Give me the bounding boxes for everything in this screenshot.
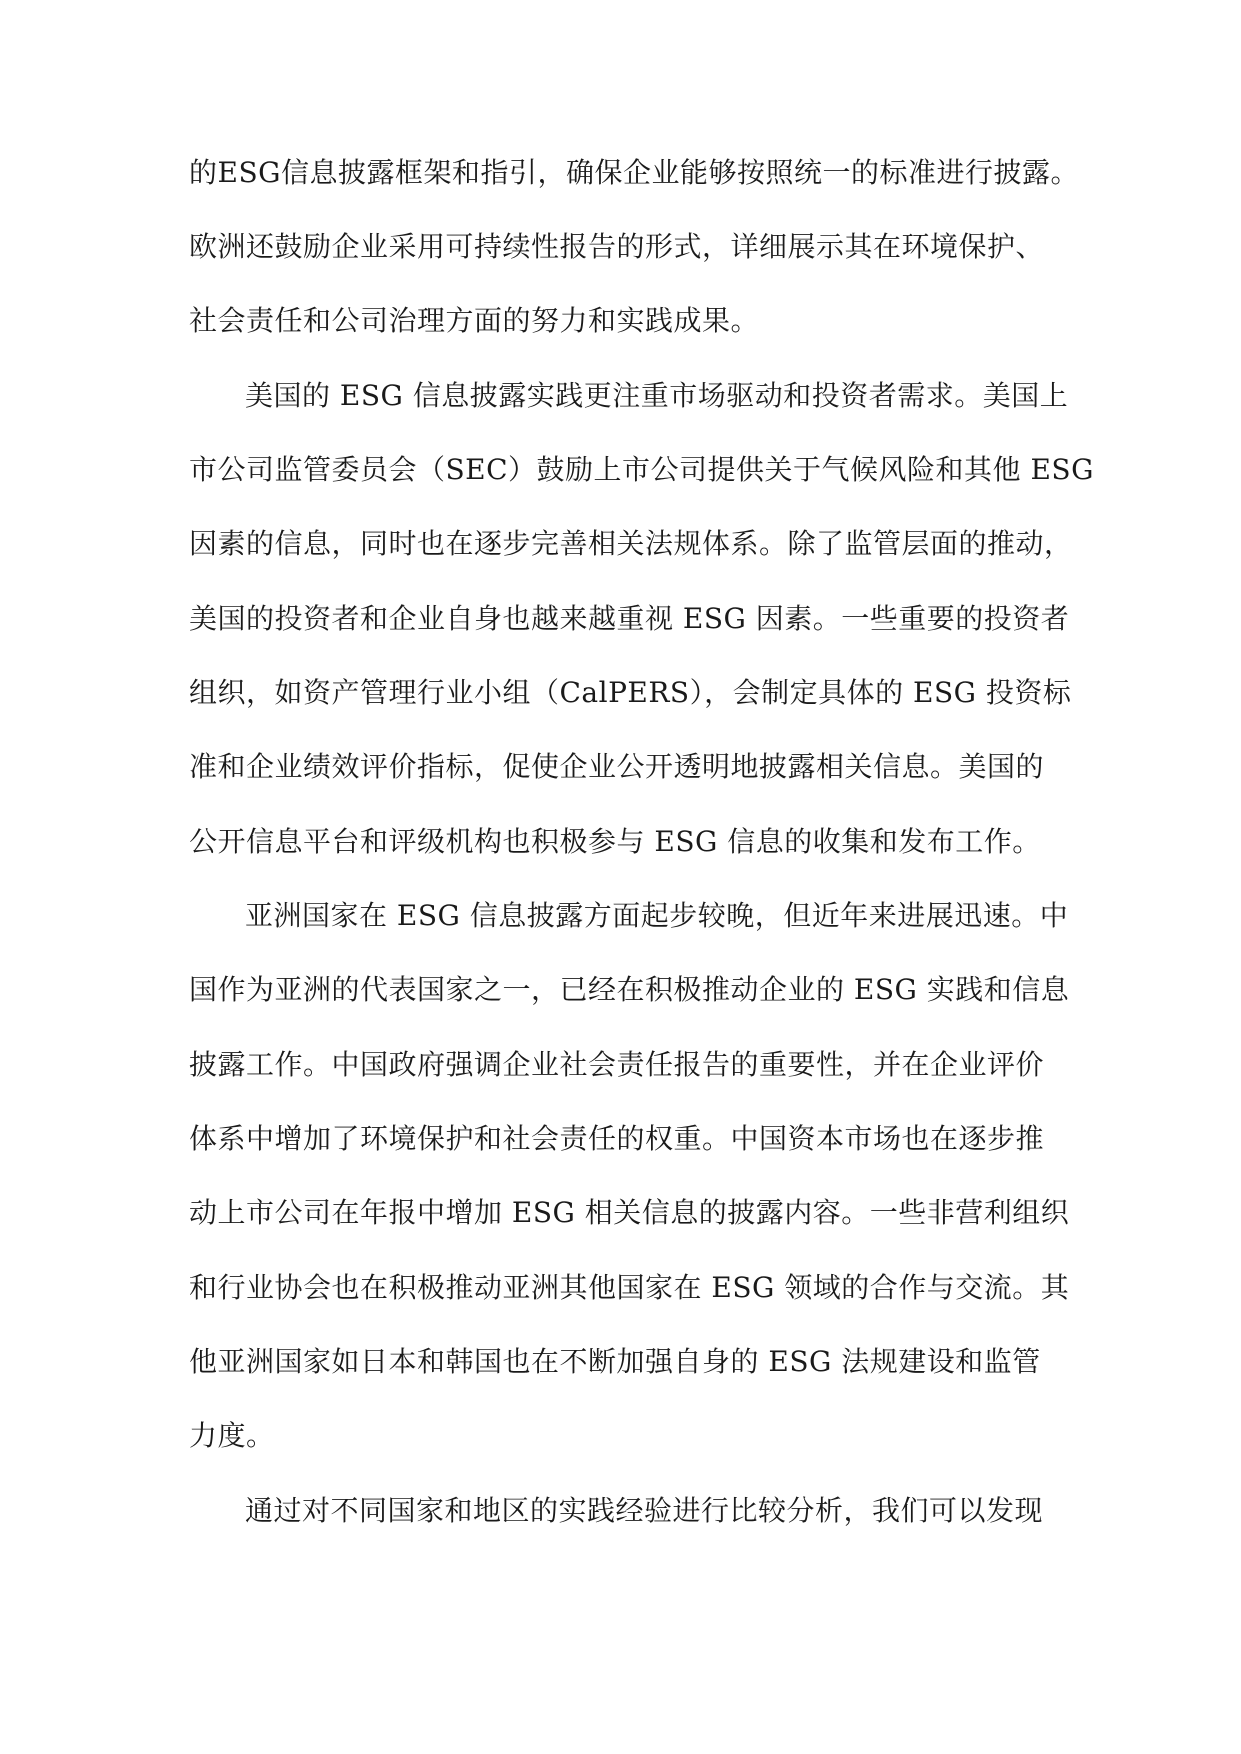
text-line: 力度。 — [189, 1419, 275, 1452]
text-line: 因素的信息，同时也在逐步完善相关法规体系。除了监管层面的推动， — [189, 527, 1073, 560]
text-line: 和行业协会也在积极推动亚洲其他国家在 ESG 领域的合作与交流。其 — [189, 1271, 1070, 1304]
text-line: 美国的 ESG 信息披露实践更注重市场驱动和投资者需求。美国上 — [245, 379, 1069, 412]
text-line: 亚洲国家在 ESG 信息披露方面起步较晚，但近年来进展迅速。中 — [245, 899, 1069, 932]
text-line: 准和企业绩效评价指标，促使企业公开透明地披露相关信息。美国的 — [189, 750, 1045, 783]
text-line: 公开信息平台和评级机构也积极参与 ESG 信息的收集和发布工作。 — [189, 825, 1041, 858]
text-line: 体系中增加了环境保护和社会责任的权重。中国资本市场也在逐步推 — [189, 1122, 1045, 1155]
text-line: 美国的投资者和企业自身也越来越重视 ESG 因素。一些重要的投资者 — [189, 602, 1070, 635]
text-line: 动上市公司在年报中增加 ESG 相关信息的披露内容。一些非营利组织 — [189, 1196, 1070, 1229]
text-line: 组织，如资产管理行业小组（CalPERS），会制定具体的 ESG 投资标 — [189, 676, 1072, 709]
text-line: 通过对不同国家和地区的实践经验进行比较分析，我们可以发现 — [245, 1494, 1044, 1527]
text-line: 他亚洲国家如日本和韩国也在不断加强自身的 ESG 法规建设和监管 — [189, 1345, 1041, 1378]
text-line: 国作为亚洲的代表国家之一，已经在积极推动企业的 ESG 实践和信息 — [189, 973, 1070, 1006]
text-line: 社会责任和公司治理方面的努力和实践成果。 — [189, 304, 760, 337]
text-line: 披露工作。中国政府强调企业社会责任报告的重要性，并在企业评价 — [189, 1048, 1045, 1081]
text-line: 的ESG信息披露框架和指引，确保企业能够按照统一的标准进行披露。 — [189, 156, 1079, 189]
text-line: 欧洲还鼓励企业采用可持续性报告的形式，详细展示其在环境保护、 — [189, 230, 1045, 263]
text-line: 市公司监管委员会（SEC）鼓励上市公司提供关于气候风险和其他 ESG — [189, 453, 1094, 486]
